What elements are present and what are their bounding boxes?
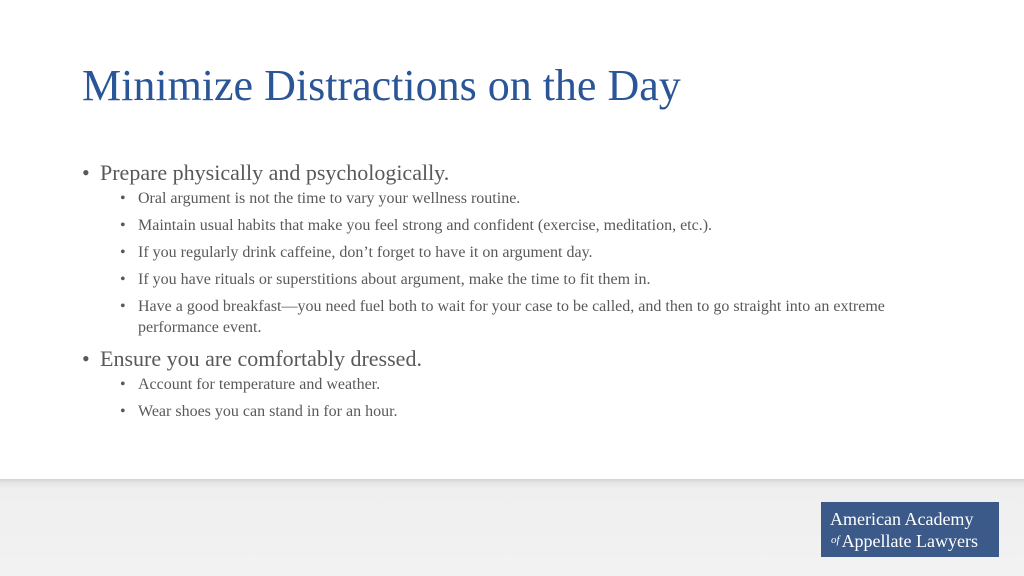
bullet-item bbox=[82, 344, 962, 422]
sub-bullet-list bbox=[120, 374, 962, 422]
sub-bullet-item: • Wear shoes you can stand in for an hour. bbox=[120, 401, 962, 422]
slide-title: Minimize Distractions on the Day bbox=[82, 61, 681, 110]
sub-bullet-item: • Account for temperature and weather. bbox=[120, 374, 962, 395]
bullet-text: Ensure you are comfortably dressed. bbox=[100, 346, 422, 371]
logo-line-2-text: Appellate Lawyers bbox=[841, 531, 979, 551]
organization-logo bbox=[821, 502, 999, 557]
sub-bullet-item: • Have a good breakfast—you need fuel both to wait for your case to be called, and then to go straight into an extreme performance event. bbox=[120, 296, 962, 338]
sub-bullet-item: • Oral argument is not the time to vary your wellness routine. bbox=[120, 188, 962, 209]
bullet-text: Prepare physically and psychologically. bbox=[100, 160, 450, 185]
logo-of: of bbox=[831, 534, 840, 546]
sub-bullet-item: • If you have rituals or superstitions about argument, make the time to fit them in. bbox=[120, 269, 962, 290]
sub-bullet-item: • If you regularly drink caffeine, don’t forget to have it on argument day. bbox=[120, 242, 962, 263]
logo-line-2 bbox=[821, 530, 999, 552]
logo-line-1: American Academy bbox=[830, 509, 974, 529]
sub-bullet-item: • Maintain usual habits that make you feel strong and confident (exercise, meditation, etc.). bbox=[120, 215, 962, 236]
bullet-list bbox=[82, 158, 962, 428]
bullet-item bbox=[82, 158, 962, 338]
sub-bullet-list bbox=[120, 188, 962, 338]
